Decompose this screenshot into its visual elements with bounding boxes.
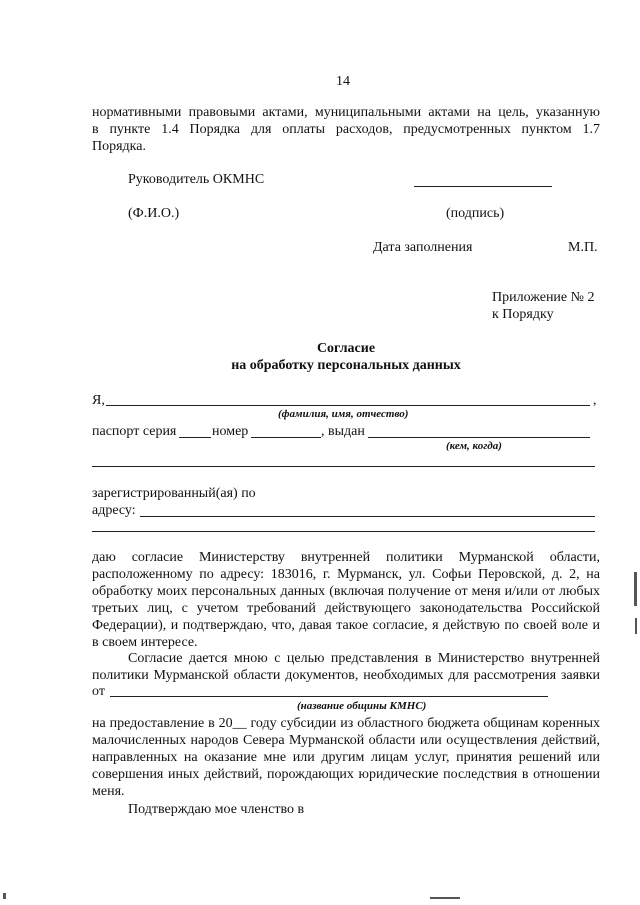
passport-number-label: номер (212, 424, 249, 439)
consent-paragraph (92, 549, 600, 651)
issued-by-continuation-field[interactable] (92, 466, 595, 467)
purpose-line: политики Мурманской области документов, необходимых для рассмотрения заявки (92, 668, 600, 683)
scan-edge-mark (3, 893, 6, 899)
consent-line: Федерации), и подтверждаю, что, давая такое согласие, я действую по своей воле и (92, 618, 600, 633)
subsidy-paragraph (92, 715, 600, 800)
address-continuation-field[interactable] (92, 531, 595, 532)
issued-by-caption: (кем, когда) (446, 440, 502, 452)
address-label: адресу: (92, 503, 136, 518)
full-name-caption: (фамилия, имя, отчество) (278, 408, 409, 420)
document-subtitle: на обработку персональных данных (231, 358, 461, 373)
community-name-caption: (название общины КМНС) (297, 700, 427, 712)
page-number: 14 (336, 74, 350, 89)
appendix-line-2: к Порядку (492, 307, 554, 322)
consent-line: расположенному по адресу: 183016, г. Мурманск, ул. Софьи Перовской, д. 2, на (92, 567, 600, 582)
consent-line: в своем интересе. (92, 635, 198, 650)
signature-line[interactable] (414, 186, 552, 187)
date-label: Дата заполнения (373, 240, 473, 255)
signature-caption: (подпись) (446, 206, 505, 221)
passport-series-label: паспорт серия (92, 424, 177, 439)
community-name-field[interactable] (110, 696, 548, 697)
from-label: от (92, 684, 105, 699)
purpose-line: Согласие дается мною с целью представления в Министерство внутренней (128, 651, 600, 666)
passport-number-field[interactable] (251, 437, 321, 438)
consent-line: обработку моих персональных данных (включая получение от меня и/или от любых (92, 584, 600, 599)
issued-label: , выдан (321, 424, 365, 439)
consent-line: третьих лиц, с учетом требований действующего законодательства Российской (92, 601, 600, 616)
consent-line: даю согласие Министерству внутренней политики Мурманской области, (92, 550, 600, 565)
scan-edge-mark (430, 897, 460, 899)
subsidy-line: направленных на оказание мне или другим лицам услуг, принятия решений или (92, 750, 600, 765)
subsidy-line: совершения иных действий, порождающих юридические последствия в отношении (92, 767, 600, 782)
comma: , (593, 393, 597, 408)
fio-label: (Ф.И.О.) (128, 206, 180, 221)
seal-label: М.П. (568, 240, 598, 255)
membership-text: Подтверждаю мое членство в (128, 802, 305, 817)
scan-edge-mark (635, 618, 637, 634)
purpose-paragraph (92, 650, 600, 684)
document-title: Согласие (316, 341, 376, 356)
head-label: Руководитель ОКМНС (128, 172, 265, 187)
issued-by-field[interactable] (368, 437, 590, 438)
intro-line: нормативными правовыми актами, муниципальными актами на цель, указанную (92, 105, 600, 120)
intro-line: Порядка. (92, 139, 146, 154)
intro-line: в пункте 1.4 Порядка для оплаты расходов, предусмотренных пунктом 1.7 (92, 122, 600, 137)
appendix-line-1: Приложение № 2 (492, 290, 595, 305)
scan-edge-mark (634, 572, 637, 606)
i-label: Я, (92, 393, 105, 408)
passport-series-field[interactable] (179, 437, 211, 438)
registered-label: зарегистрированный(ая) по (92, 486, 256, 501)
subsidy-line: малочисленных народов Севера Мурманской области или осуществления действий, (92, 733, 600, 748)
subsidy-line: на предоставление в 20__ году субсидии из областного бюджета общинам коренных (92, 716, 600, 731)
full-name-field[interactable] (106, 405, 590, 406)
subsidy-line: меня. (92, 784, 125, 799)
address-field[interactable] (140, 516, 595, 517)
intro-paragraph (92, 104, 600, 155)
